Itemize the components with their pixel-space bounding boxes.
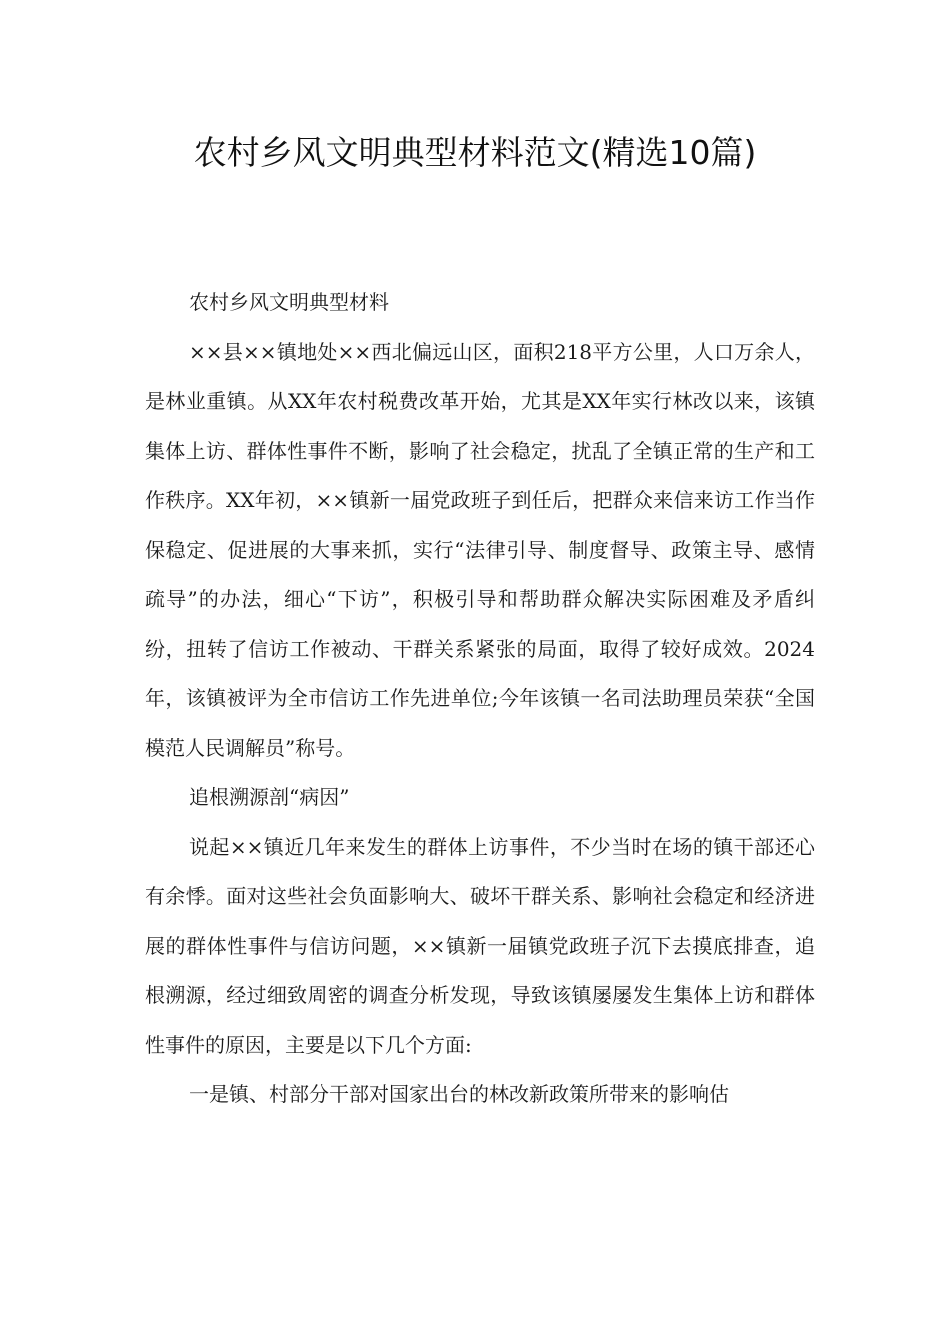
paragraph-section-heading: 追根溯源剖“病因” bbox=[189, 785, 350, 809]
paragraph-point-one: 一是镇、村部分干部对国家出台的林改新政策所带来的影响估 bbox=[189, 1082, 729, 1106]
document-title: 农村乡风文明典型材料范文(精选10篇) bbox=[193, 133, 757, 172]
paragraph-subtitle: 农村乡风文明典型材料 bbox=[189, 290, 389, 314]
paragraph-intro: ××县××镇地处××西北偏远山区，面积218平方公里，人口万余人，是林业重镇。从XX年农村税费改革开始，尤其是XX年实行林改以来，该镇集体上访、群体性事件不断，影响了社会稳定，扰乱了全镇正常的生产和工作秩序。XX年初，××镇新一届党政班子到任后，把群众来信来访工作当作保稳定、促进展的大事来抓，实行“法律引导、制度督导、政策主导、感情疏导”的办法，细心“下访”，积极引导和帮助群众解决实际困难及矛盾纠纷，扭转了信访工作被动、干群关系紧张的局面，取得了较好成效。2024年，该镇被评为全市信访工作先进单位;今年该镇一名司法助理员荣获“全国模范人民调解员”称号。 bbox=[145, 339, 815, 760]
document-body bbox=[145, 278, 815, 1120]
paragraph-analysis: 说起××镇近几年来发生的群体上访事件，不少当时在场的镇干部还心有余悸。面对这些社会负面影响大、破坏干群关系、影响社会稳定和经济进展的群体性事件与信访问题，××镇新一届镇党政班子沉下去摸底排查，追根溯源，经过细致周密的调查分析发现，导致该镇屡屡发生集体上访和群体性事件的原因，主要是以下几个方面: bbox=[145, 834, 815, 1057]
